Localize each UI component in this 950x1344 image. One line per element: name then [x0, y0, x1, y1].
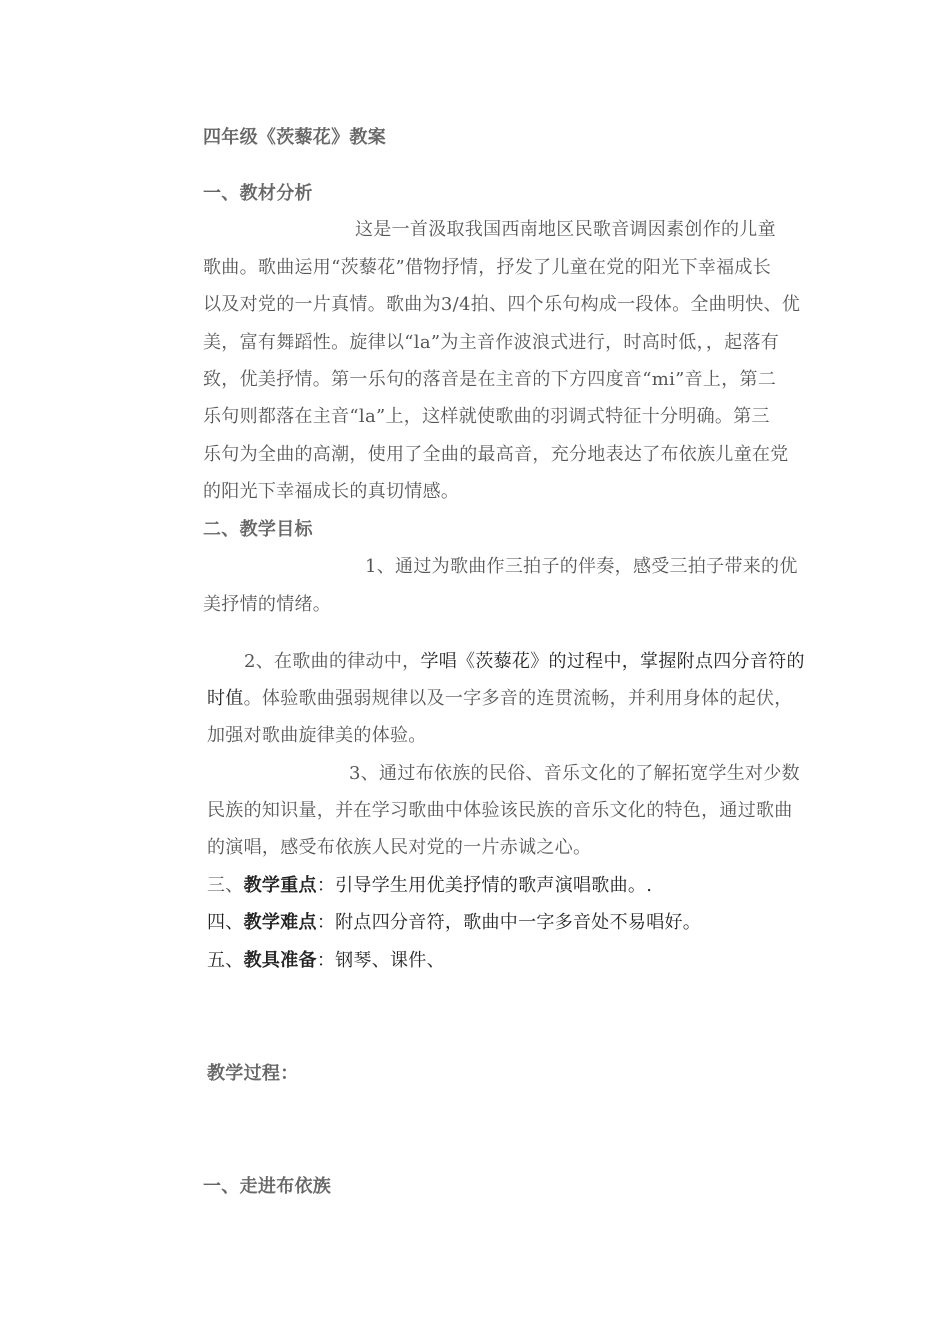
s1-line-3: 以及对党的一片真情。歌曲为3/4拍、四个乐句构成一段体。全曲明快、优	[203, 294, 801, 315]
goal-2-line-2	[207, 687, 793, 711]
goal-2-line-1-a: 2、在歌曲的律动中，	[244, 651, 421, 672]
doc-title: 四年级《茨藜花》教案	[203, 127, 386, 148]
step-1-heading: 一、走进布依族	[203, 1176, 332, 1197]
goal-3-line-2: 民族的知识量，并在学习歌曲中体验该民族的音乐文化的特色，通过歌曲	[207, 800, 793, 821]
s1-line-6: 乐句则都落在主音“la”上，这样就使歌曲的羽调式特征十分明确。第三	[203, 406, 770, 427]
goal-3-line-1: 3、通过布依族的民俗、音乐文化的了解拓宽学生对少数	[349, 763, 800, 784]
difficulties-text: ：附点四分音符，歌曲中一字多音处不易唱好。	[316, 912, 702, 933]
difficulties-num: 四、	[207, 912, 244, 933]
teaching-process-heading: 教学过程：	[207, 1063, 299, 1084]
difficulties-label: 教学难点	[243, 912, 317, 933]
s1-line-7: 乐句为全曲的高潮，使用了全曲的最高音，充分地表达了布依族儿童在党	[203, 444, 789, 465]
s1-line-4: 美，富有舞蹈性。旋律以“la”为主音作波浪式进行，时高时低，，起落有	[203, 332, 780, 353]
s1-line-1: 这是一首汲取我国西南地区民歌音调因素创作的儿童	[355, 219, 776, 240]
goal-2-line-2-a: 时值	[207, 688, 244, 709]
section-2-heading: 二、教学目标	[203, 519, 313, 540]
materials-line	[207, 949, 445, 973]
s1-line-8: 的阳光下幸福成长的真切情感。	[203, 481, 460, 502]
s1-line-5: 致，优美抒情。第一乐句的落音是在主音的下方四度音“mi”音上，第二	[203, 369, 777, 390]
key-points-num: 三、	[207, 875, 244, 896]
materials-num: 五、	[207, 950, 244, 971]
goal-2-line-2-b: 。体验歌曲强弱规律以及一字多音的连贯流畅，并利用身体的起伏，	[243, 688, 793, 709]
materials-text: ：钢琴、课件、	[316, 950, 445, 971]
key-points-line	[207, 874, 652, 898]
goal-1-line-1: 1、通过为歌曲作三拍子的伴奏，感受三拍子带来的优	[365, 556, 798, 577]
materials-label: 教具准备	[243, 950, 317, 971]
goal-2-line-3: 加强对歌曲旋律美的体验。	[207, 725, 427, 746]
key-points-label: 教学重点	[243, 875, 317, 896]
goal-2-line-1-b: 学唱《茨藜花》的过程中，掌握附点四分音符的	[420, 651, 805, 672]
section-1-heading: 一、教材分析	[203, 183, 313, 204]
goal-1-line-2: 美抒情的情绪。	[203, 594, 332, 615]
goal-3-line-3: 的演唱，感受布依族人民对党的一片赤诚之心。	[207, 837, 592, 858]
s1-line-2: 歌曲。歌曲运用“茨藜花”借物抒情，抒发了儿童在党的阳光下幸福成长	[203, 257, 772, 278]
goal-2-line-1	[244, 650, 805, 674]
difficulties-line	[207, 911, 701, 935]
key-points-text: ：引导学生用优美抒情的歌声演唱歌曲。.	[316, 875, 653, 896]
